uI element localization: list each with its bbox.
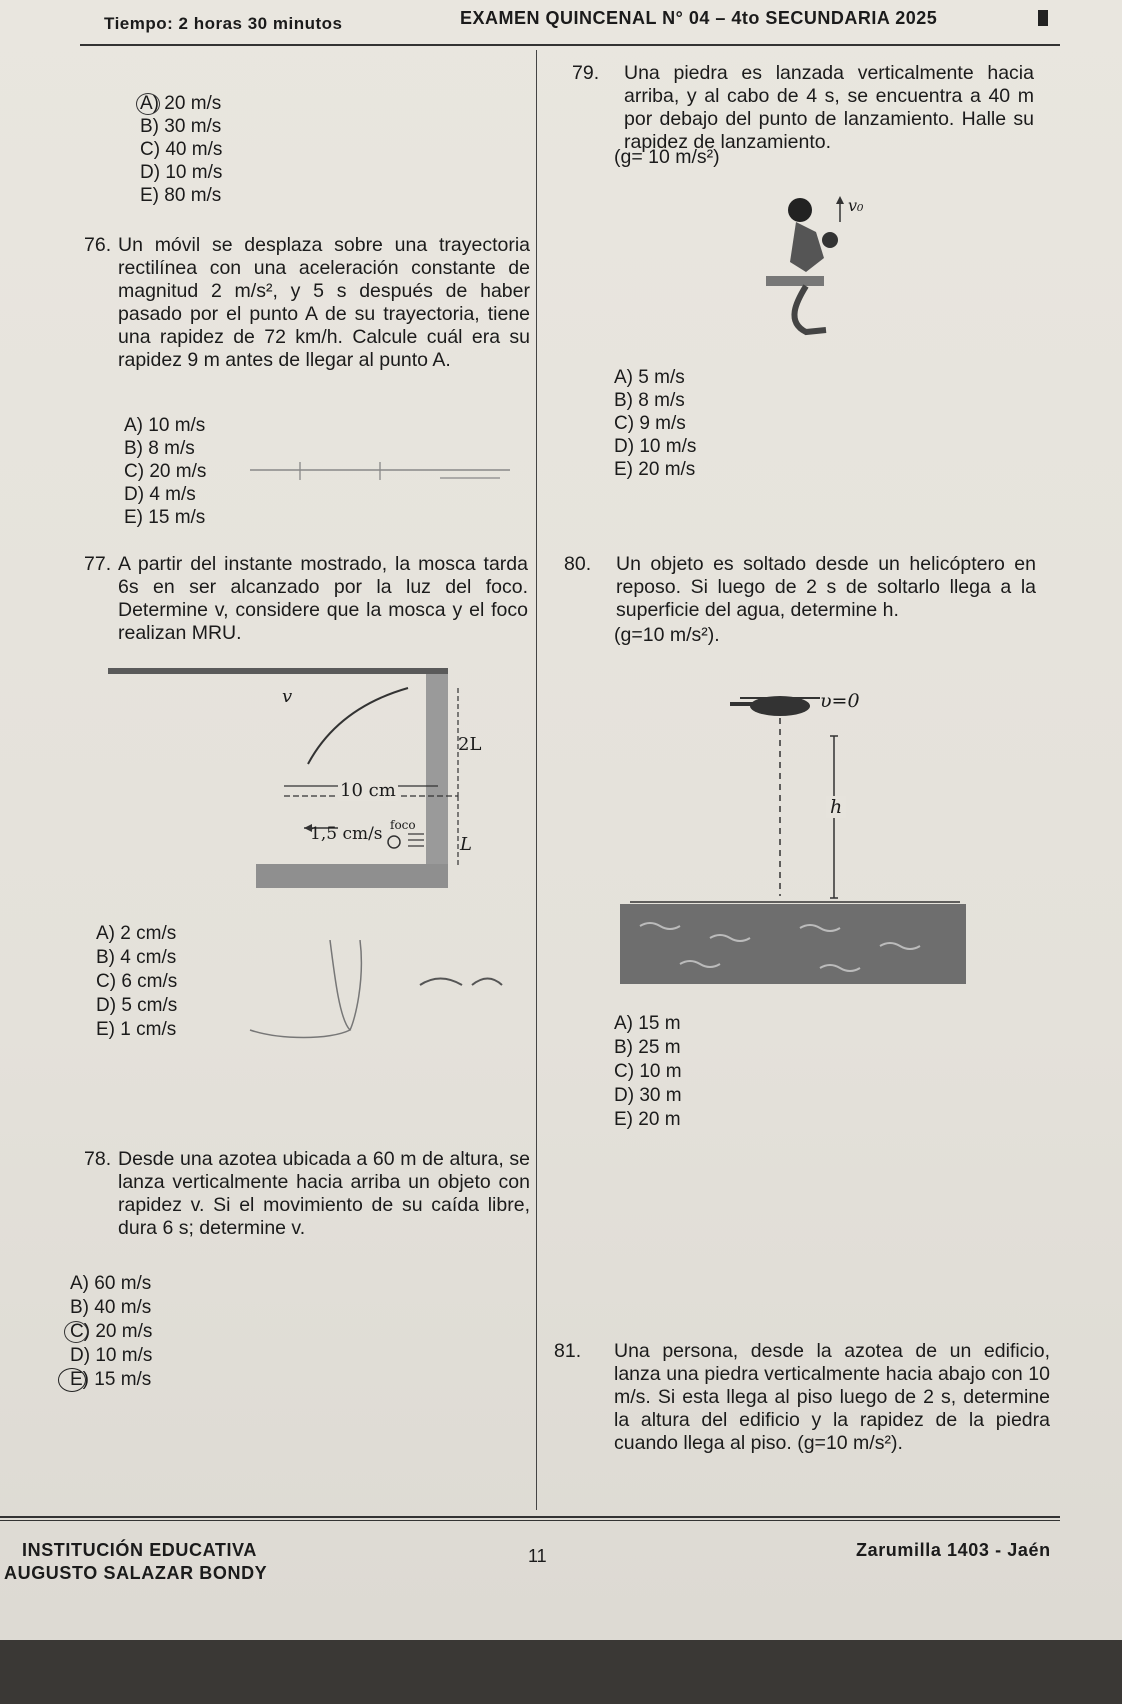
header-divider <box>80 44 1060 46</box>
q76-option-b[interactable]: B) 8 m/s <box>124 438 195 459</box>
q80-text: Un objeto es soltado desde un helicóptero en reposo. Si luego de 2 s de soltarlo llega a la superficie del agua, determine h. <box>616 553 1036 621</box>
school-name-line1: INSTITUCIÓN EDUCATIVA <box>22 1540 257 1560</box>
q76-option-c[interactable]: C) 20 m/s <box>124 461 207 482</box>
photo-background-edge <box>0 1640 1122 1704</box>
q79-option-d[interactable]: D) 10 m/s <box>614 436 697 457</box>
q77-number: 77. <box>84 553 112 575</box>
pencil-doodle-foot <box>240 940 520 1060</box>
q79-text: Una piedra es lanzada verticalmente hacia arriba, y al cabo de 4 s, se encuentra a 40 m por debajo del punto de lanzamiento. Halle su rapidez de lanzamiento. <box>624 62 1034 153</box>
q79-number: 79. <box>572 62 600 84</box>
q77-text: A partir del instante mostrado, la mosca tarda 6s en ser alcanzado por la luz del foco. Determine v, considere que la mosca y el foco realizan MRU. <box>118 553 528 644</box>
q78-text: Desde una azotea ubicada a 60 m de altura, se lanza verticalmente hacia arriba un objeto con rapidez v. Si el movimiento de su caída libre, dura 6 s; determine v. <box>118 1148 530 1239</box>
q81-number: 81. <box>554 1340 582 1362</box>
q77-option-d[interactable]: D) 5 cm/s <box>96 995 178 1016</box>
q79-option-c[interactable]: C) 9 m/s <box>614 413 686 434</box>
exam-time: Tiempo: 2 horas 30 minutos <box>104 14 343 33</box>
q80-option-a[interactable]: A) 15 m <box>614 1013 681 1034</box>
q77-figure <box>108 668 488 888</box>
school-name-line2: AUGUSTO SALAZAR BONDY <box>4 1563 268 1583</box>
q77-option-c[interactable]: C) 6 cm/s <box>96 971 178 992</box>
q78-option-d[interactable]: D) 10 m/s <box>70 1345 153 1366</box>
q76-text: Un móvil se desplaza sobre una trayectoria rectilínea con una aceleración constante de magnitud 2 m/s², y 5 s después de haber pasado por el punto A de su trayectoria, tiene una rapidez de 72 km/h. Calcule cuál era su rapidez 9 m antes de llegar al punto A. <box>118 234 530 371</box>
q75-option-c[interactable]: C) 40 m/s <box>140 139 223 160</box>
q75-option-b[interactable]: B) 30 m/s <box>140 116 222 137</box>
q77-label-distance: 10 cm <box>340 780 396 801</box>
q76-option-e[interactable]: E) 15 m/s <box>124 507 206 528</box>
q78-number: 78. <box>84 1148 112 1170</box>
q79-gravity: (g= 10 m/s²) <box>614 146 720 168</box>
q76-number: 76. <box>84 234 112 256</box>
q77-option-a[interactable]: A) 2 cm/s <box>96 923 177 944</box>
footer-divider-thin <box>0 1520 1060 1521</box>
school-address: Zarumilla 1403 - Jaén <box>856 1540 1051 1560</box>
answer-circle-mark <box>136 93 160 115</box>
q75-option-e[interactable]: E) 80 m/s <box>140 185 222 206</box>
q80-diagram <box>620 676 970 986</box>
q75-option-a[interactable]: A) 20 m/s <box>140 93 222 114</box>
q77-option-e[interactable]: E) 1 cm/s <box>96 1019 177 1040</box>
exam-title: EXAMEN QUINCENAL N° 04 – 4to SECUNDARIA 2025 <box>460 8 938 28</box>
q78-option-b[interactable]: B) 40 m/s <box>70 1297 152 1318</box>
q80-gravity: (g=10 m/s²). <box>614 624 720 646</box>
q76-option-a[interactable]: A) 10 m/s <box>124 415 206 436</box>
q80-option-b[interactable]: B) 25 m <box>614 1037 681 1058</box>
q78-option-c[interactable]: C) 20 m/s <box>70 1321 153 1342</box>
q80-figure <box>620 676 970 986</box>
q79-label-v0: v₀ <box>848 196 864 215</box>
q77-label-foco: foco <box>390 818 416 832</box>
q80-label-v: υ=0 <box>820 690 860 712</box>
q81-text: Una persona, desde la azotea de un edificio, lanza una piedra verticalmente hacia abajo con 10 m/s. Si esta llega al piso luego de 2 s, determine la altura del edificio y la rapidez de la piedra cuando llega al piso. (g=10 m/s²). <box>614 1340 1050 1454</box>
q77-option-b[interactable]: B) 4 cm/s <box>96 947 177 968</box>
answer-circle-mark <box>58 1368 86 1392</box>
footer-divider <box>0 1516 1060 1518</box>
q80-option-d[interactable]: D) 30 m <box>614 1085 682 1106</box>
q80-number: 80. <box>564 553 592 575</box>
q78-option-e[interactable]: E) 15 m/s <box>70 1369 152 1390</box>
q76-option-d[interactable]: D) 4 m/s <box>124 484 196 505</box>
q76-pencil-sketch <box>240 410 520 530</box>
q77-label-speed: 1,5 cm/s <box>310 824 383 844</box>
q80-option-e[interactable]: E) 20 m <box>614 1109 681 1130</box>
q77-label-2l: 2L <box>458 734 482 755</box>
q78-option-a[interactable]: A) 60 m/s <box>70 1273 152 1294</box>
q80-option-c[interactable]: C) 10 m <box>614 1061 682 1082</box>
q79-option-e[interactable]: E) 20 m/s <box>614 459 696 480</box>
column-divider <box>536 50 537 1510</box>
q75-option-d[interactable]: D) 10 m/s <box>140 162 223 183</box>
page-number: 11 <box>528 1546 547 1566</box>
q79-option-a[interactable]: A) 5 m/s <box>614 367 685 388</box>
q77-label-v: v <box>282 686 293 707</box>
answer-circle-mark <box>64 1321 88 1343</box>
q80-label-h: h <box>826 796 846 818</box>
page-corner-mark <box>1038 10 1048 26</box>
q77-diagram <box>108 668 488 888</box>
q79-option-b[interactable]: B) 8 m/s <box>614 390 685 411</box>
q77-label-l: L <box>460 834 472 855</box>
